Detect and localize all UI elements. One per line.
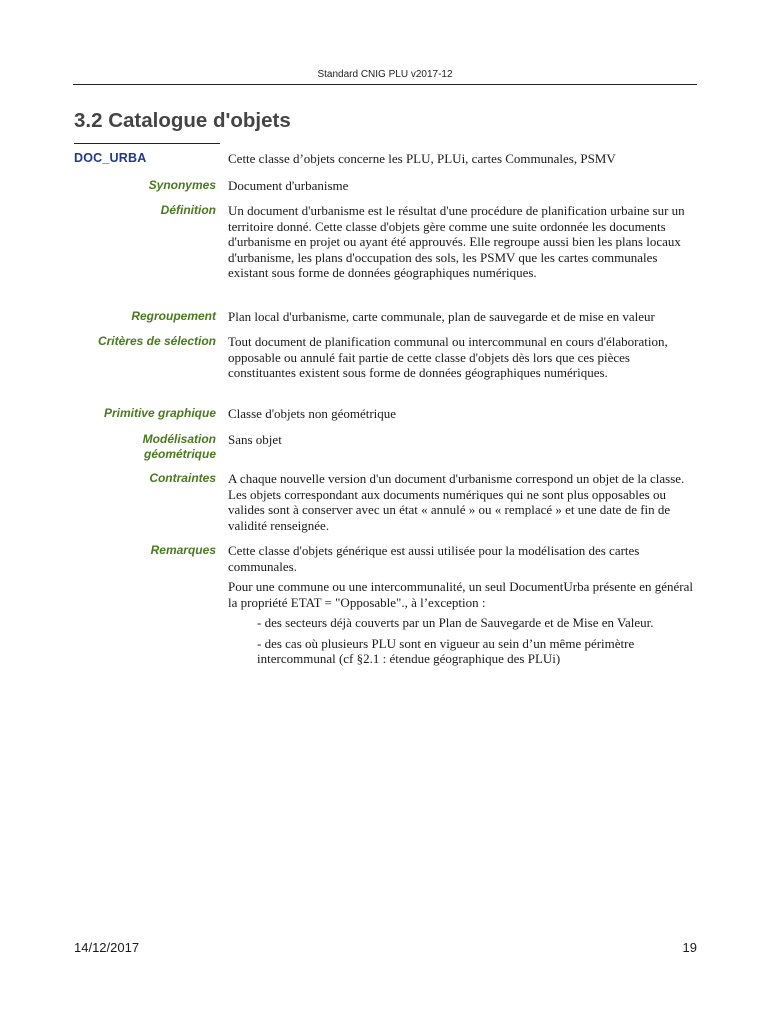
section-title: 3.2 Catalogue d'objets [74,109,291,132]
field-label: Modélisation géométrique [142,432,216,461]
field-label: Définition [160,203,216,217]
class-name: DOC_URBA [74,143,220,165]
field-value: A chaque nouvelle version d'un document d'urbanisme correspond un objet de la classe. Les objets correspondant aux documents numériques qui ne sont plus opposables ou valides sont à conserver avec un état « annulé » ou « remplacé » et une date de fin de validité renseignée. [228,471,685,533]
field-value: Sans objet [228,432,282,447]
remark-list [228,615,698,667]
field-label: Synonymes [148,178,216,192]
page-header: Standard CNIG PLU v2017-12 [73,69,697,85]
field-label: Primitive graphique [103,406,216,420]
class-description: Cette classe d’objets concerne les PLU, PLUi, cartes Communales, PSMV [228,151,616,166]
field-value [228,543,698,672]
field-label: Critères de sélection [97,334,216,348]
field-value: Plan local d'urbanisme, carte communale, plan de sauvegarde et de mise en valeur [228,309,655,324]
page-number: 19 [682,940,697,955]
field-value: Classe d'objets non géométrique [228,406,397,421]
field-label: Regroupement [131,309,216,323]
remark-paragraph: Cette classe d'objets générique est aussi utilisée pour la modélisation des cartes communales. [228,543,640,574]
field-value: Un document d'urbanisme est le résultat d'une procédure de planification urbaine sur un territoire donné. Cette classe d'objets gère comme une suite ordonnée les documents d'urbanisme en projet ou ayant été approuvés. Elle regroupe aussi bien les plans locaux d'urbanisme, les plans d'occupation des sols, les PSMV que les cartes communales existant sous forme de données géographiques numériques. [228,203,685,280]
field-label: Remarques [150,543,216,557]
field-value: Tout document de planification communal ou intercommunal en cours d'élaboration, opposable ou annulé fait partie de cette classe d'objets dès lors que ces pièces constituantes existent sous forme de données géographiques numériques. [228,334,668,380]
list-item: - des secteurs déjà couverts par un Plan de Sauvegarde et de Mise en Valeur. [257,615,654,630]
field-label: Contraintes [149,471,216,485]
remark-paragraph: Pour une commune ou une intercommunalité, un seul DocumentUrba présente en général la propriété ETAT = "Opposable"., à l’exception : [228,579,693,610]
field-value: Document d'urbanisme [228,178,349,193]
footer-date: 14/12/2017 [74,940,140,955]
list-item: - des cas où plusieurs PLU sont en vigueur au sein d’un même périmètre intercommunal (cf §2.1 : étendue géographique des PLUi) [257,635,635,666]
